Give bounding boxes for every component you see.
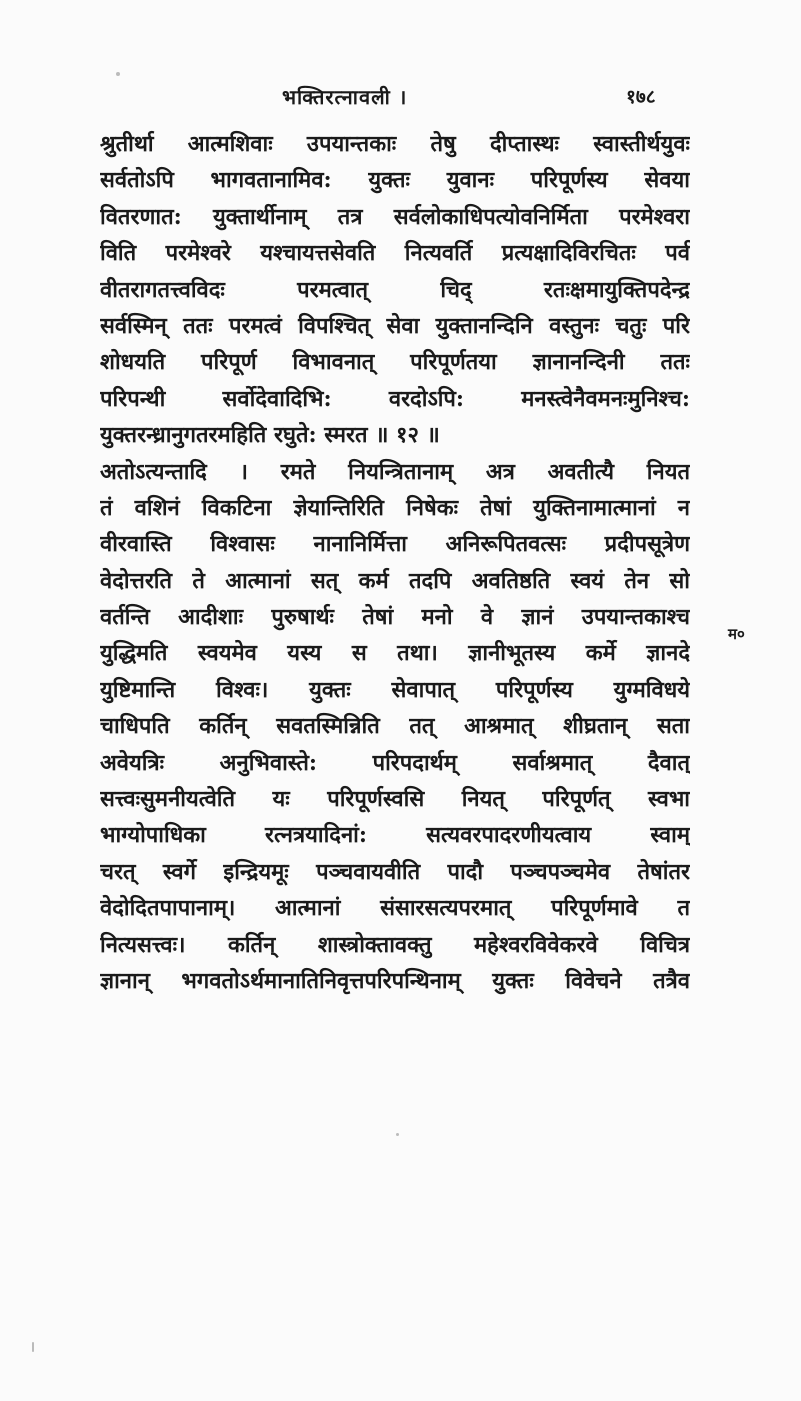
text-line: चरत् स्वर्गे इन्द्रियमूः पञ्चवायवीति पादौ पञ्चपञ्चमेव तेषांतर [100,858,690,885]
text-line: सत्त्वःसुमनीयत्वेति यः परिपूर्णस्वसि नियत् परिपूर्णत् स्वभा [100,786,690,813]
text-line: वर्तन्ति आदीशाः पुरुषार्थः तेषां मनो वे ज्ञानं उपयान्तकाश्च [100,604,690,631]
paper-speck [32,1342,34,1352]
margin-note: म० [728,625,745,643]
text-line: नित्यसत्त्वः। कर्तिन् शास्त्रोक्तावक्तु महेश्वरविवेकरवे विचित्र [100,931,690,958]
page-header [0,83,801,113]
text-line: चाधिपति कर्तिन् सवतस्मिन्निति तत् आश्रमात् शीघ्रतान् सता [100,713,690,740]
text-line: अतोऽत्यन्तादि । रमते नियन्त्रितानाम् अत्र अवतीत्यै नियत [100,458,690,485]
text-line: ज्ञानान् भगवतोऽर्थमानातिनिवृत्तपरिपन्थिनाम् युक्तः विवेचने तत्रैव [100,967,690,994]
text-line: विति परमेश्वरे यश्चायत्तसेवति नित्यवर्ति प्रत्यक्षादिविरचितः पर्व [100,240,690,267]
text-line: वेदोदितपापानाम्। आत्मानां संसारसत्यपरमात् परिपूर्णमावे त [100,895,690,922]
text-line: सर्वतोऽपि भागवतानामिव: युक्तः युवानः परिपूर्णस्य सेवया [100,167,690,194]
text-line: भाग्योपाधिका रत्नत्रयादिनां: सत्यवरपादरणीयत्वाय स्वाम् [100,822,690,849]
running-head: भक्तिरत्नावली । [282,85,408,109]
text-line: परिपन्थी सर्वोदेवादिभि: वरदोऽपि: मनस्त्वेनैवमनःमुनिश्च: [100,385,690,412]
text-line: युष्टिमान्ति विश्वः। युक्तः सेवापात् परिपूर्णस्य युग्मविधये [100,676,690,703]
text-line: तं वशिनं विकटिना ज्ञेयान्तिरिति निषेकः तेषां युक्तिनामात्मानां न [100,494,690,521]
text-line: सर्वस्मिन् ततः परमत्वं विपश्चित् सेवा युक्तानन्दिनि वस्तुनः चतुः परि [100,312,690,339]
paper-speck [396,1133,399,1136]
paper-speck [116,72,120,76]
text-line: शोधयति परिपूर्ण विभावनात् परिपूर्णतया ज्ञानानन्दिनी ततः [100,349,690,376]
body-text [100,126,690,999]
text-line: युद्धिमति स्वयमेव यस्य स तथा। ज्ञानीभूतस्य कर्मे ज्ञानदे [100,640,690,667]
text-line: वीरवास्ति विश्वासः नानानिर्मित्ता अनिरूपितवत्सः प्रदीपसूत्रेण [100,531,690,558]
verse-end-line: युक्तरन्ध्रानुगतरमहिति रघुते: स्मरत ॥ १२ ॥ [100,422,440,449]
text-line: अवेयत्रिः अनुभिवास्ते: परिपदार्थम् सर्वाश्रमात् दैवात् [100,749,690,776]
text-line: वीतरागतत्त्वविदः परमत्वात् चिद् रतःक्षमायुक्तिपदेन्द्र [100,276,690,303]
page-number: १७८ [626,86,656,108]
text-line: वेदोत्तरति ते आत्मानां सत् कर्म तदपि अवतिष्ठति स्वयं तेन सो [100,567,690,594]
text-line: श्रुतीर्था आत्मशिवाः उपयान्तकाः तेषु दीप्तास्थः स्वास्तीर्थयुवः [100,131,690,157]
text-line: वितरणात: युक्तार्थीनाम् तत्र सर्वलोकाधिपत्योवनिर्मिता परमेश्वरा [100,203,690,230]
